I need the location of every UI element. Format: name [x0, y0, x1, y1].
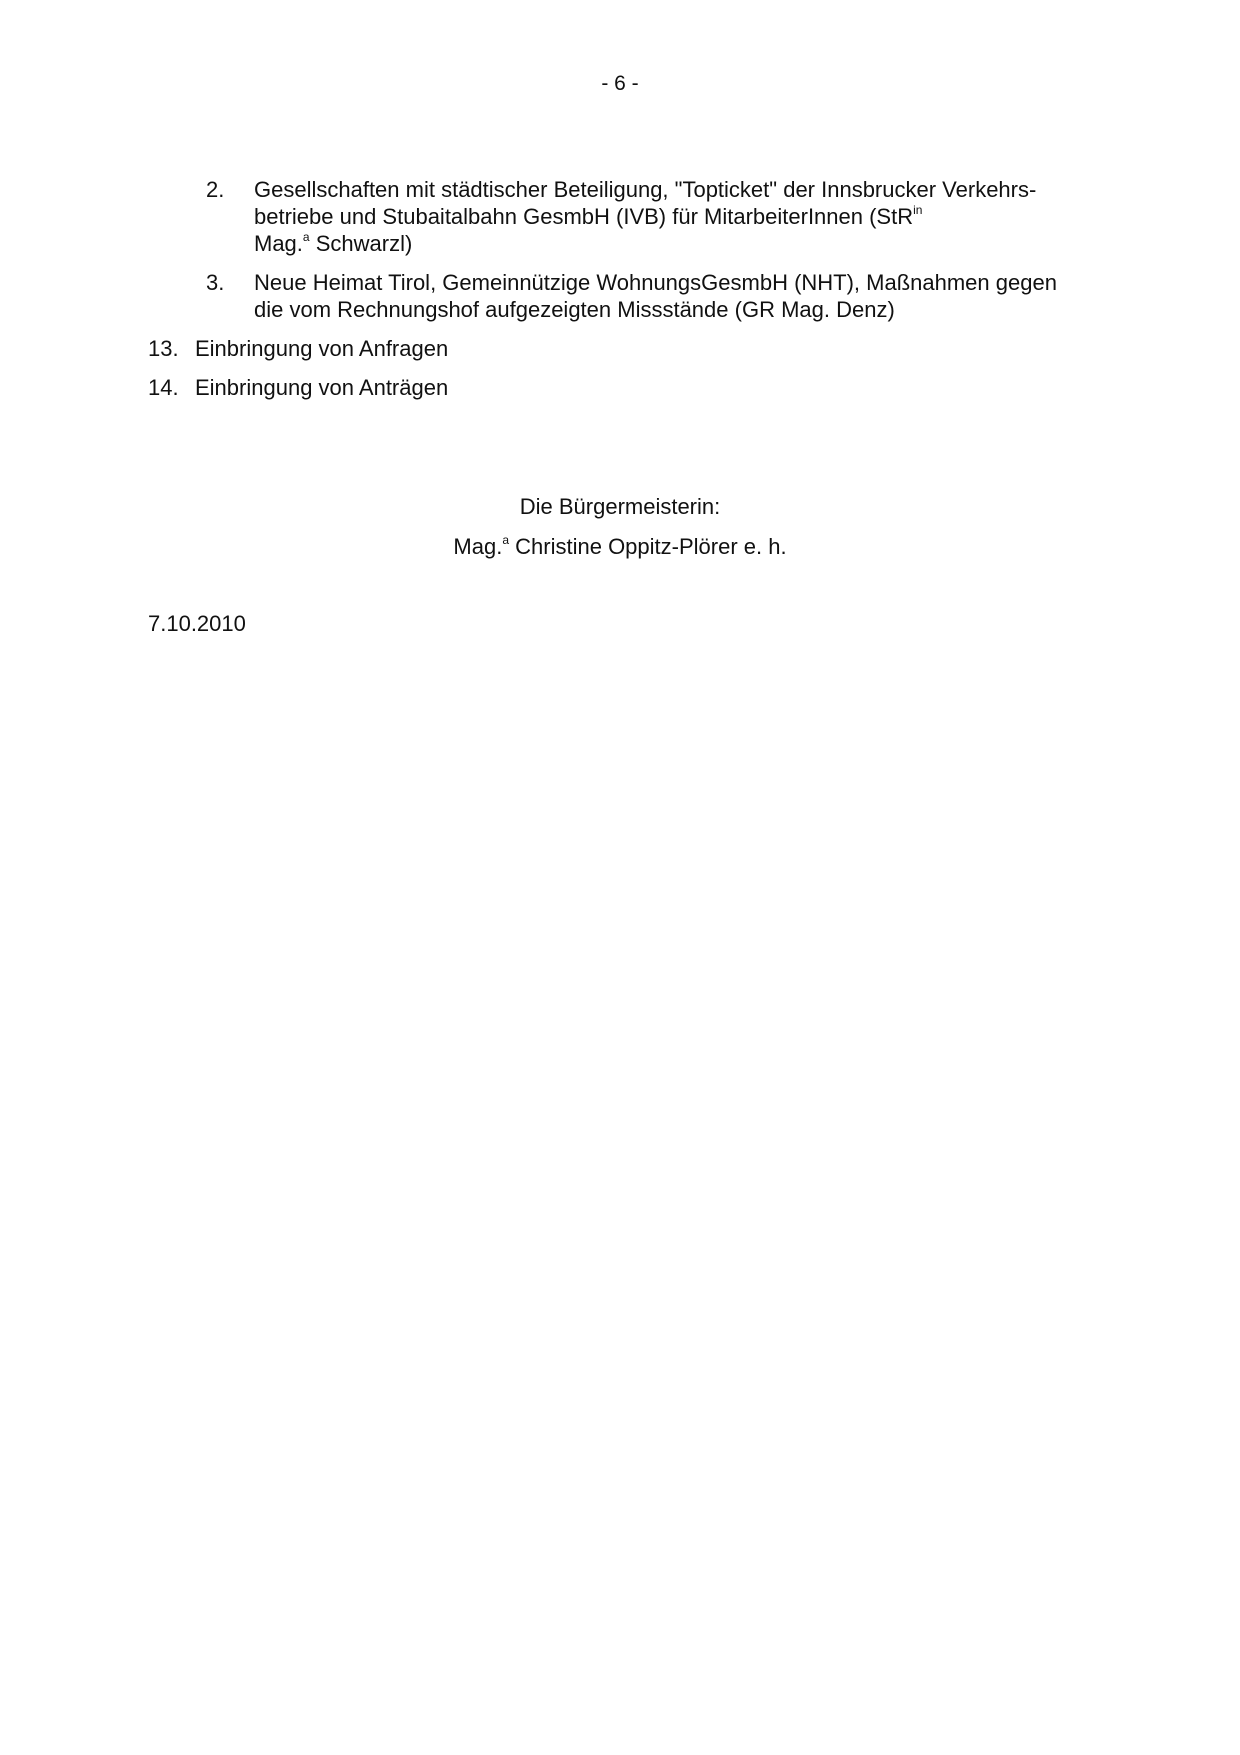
signature-name-text: Christine Oppitz-Plörer e. h. — [509, 534, 787, 559]
superscript-a: a — [302, 230, 310, 244]
subitem-text — [254, 176, 1114, 257]
subitem-number: 2. — [206, 177, 225, 202]
subitem-line-2: die vom Rechnungshof aufgezeigten Missstände (GR Mag. Denz) — [254, 297, 895, 322]
subitem-line-3-text: Schwarzl) — [309, 231, 413, 256]
item-number: 13. — [148, 336, 179, 361]
subitem-line-1: Neue Heimat Tirol, Gemeinnützige WohnungsGesmbH (NHT), Maßnahmen gegen — [254, 270, 1057, 295]
document-date: 7.10.2010 — [148, 611, 246, 636]
subitem-line-2 — [254, 203, 1114, 230]
subitem-text — [254, 269, 1114, 323]
subitem-line-2-text: betriebe und Stubaitalbahn GesmbH (IVB) für MitarbeiterInnen (StR — [254, 204, 914, 229]
subitem-line-3 — [254, 230, 1114, 257]
page-number: - 6 - — [601, 72, 639, 95]
signature-name — [0, 533, 1240, 560]
signature-role: Die Bürgermeisterin: — [519, 494, 721, 519]
subitem-line-3-prefix: Mag. — [254, 231, 303, 256]
superscript-in: in — [913, 203, 923, 217]
signature-name-prefix: Mag. — [453, 534, 503, 559]
item-number: 14. — [148, 375, 179, 400]
subitem-line-1: Gesellschaften mit städtischer Beteiligung, "Topticket" der Innsbrucker Verkehrs- — [254, 177, 1037, 202]
item-text: Einbringung von Anträgen — [195, 375, 449, 400]
signature-superscript: a — [502, 533, 510, 547]
subitem-number: 3. — [206, 270, 225, 295]
item-text: Einbringung von Anfragen — [195, 336, 449, 361]
